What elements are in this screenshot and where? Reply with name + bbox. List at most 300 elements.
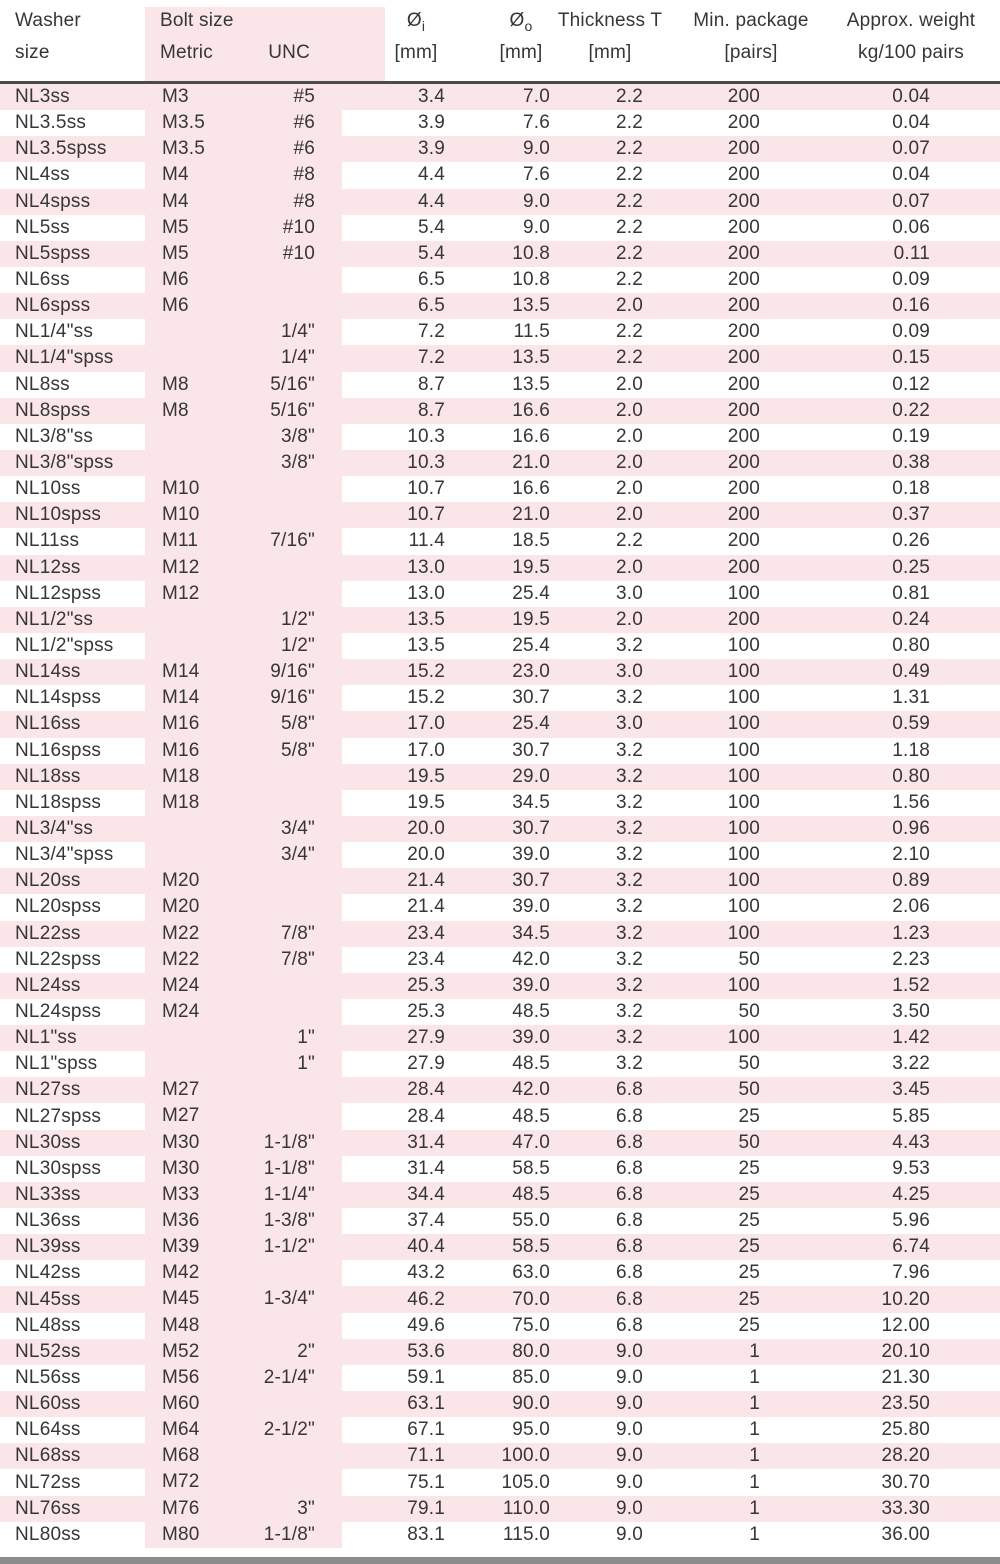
table-row bbox=[0, 711, 1000, 737]
cell-metric: M4 bbox=[145, 162, 250, 188]
cell-pairs: 100 bbox=[727, 870, 760, 892]
cell-unc bbox=[250, 764, 342, 790]
cell-do: 9.0 bbox=[522, 216, 550, 238]
cell-di: 27.9 bbox=[407, 1053, 445, 1075]
table-row bbox=[0, 1339, 1000, 1365]
cell-unc bbox=[250, 973, 342, 999]
cell-di: 37.4 bbox=[407, 1210, 445, 1232]
cell-metric: M33 bbox=[145, 1182, 250, 1208]
cell-weight: 0.11 bbox=[893, 242, 930, 264]
outer-diameter-unit: [mm] bbox=[499, 42, 543, 63]
cell-unc: 7/8" bbox=[250, 921, 342, 947]
cell-pairs: 25 bbox=[738, 1314, 760, 1336]
cell-weight: 1.23 bbox=[892, 922, 930, 944]
cell-t: 9.0 bbox=[615, 1497, 643, 1519]
cell-washer: NL48ss bbox=[15, 1314, 81, 1336]
cell-t: 3.0 bbox=[615, 661, 643, 683]
cell-do: 16.6 bbox=[512, 399, 550, 421]
cell-unc bbox=[250, 894, 342, 920]
cell-t: 6.8 bbox=[615, 1262, 643, 1284]
cell-weight: 0.09 bbox=[892, 269, 930, 291]
cell-t: 9.0 bbox=[615, 1340, 643, 1362]
cell-di: 40.4 bbox=[407, 1236, 445, 1258]
cell-washer: NL1/2"spss bbox=[15, 635, 114, 657]
cell-washer: NL60ss bbox=[15, 1393, 81, 1415]
header-approx-weight bbox=[836, 10, 986, 64]
cell-t: 3.2 bbox=[615, 922, 643, 944]
cell-unc: 5/16" bbox=[250, 398, 342, 424]
cell-unc: 3" bbox=[250, 1496, 342, 1522]
table-row bbox=[0, 372, 1000, 398]
cell-di: 10.7 bbox=[407, 504, 445, 526]
cell-weight: 0.59 bbox=[892, 713, 930, 735]
cell-do: 30.7 bbox=[512, 870, 550, 892]
cell-di: 10.7 bbox=[407, 478, 445, 500]
cell-metric: M6 bbox=[145, 267, 250, 293]
cell-di: 49.6 bbox=[407, 1314, 445, 1336]
cell-weight: 12.00 bbox=[881, 1314, 930, 1336]
table-row bbox=[0, 1234, 1000, 1260]
cell-pairs: 200 bbox=[727, 242, 760, 264]
cell-unc: #6 bbox=[250, 136, 342, 162]
cell-pairs: 1 bbox=[749, 1366, 760, 1388]
cell-pairs: 25 bbox=[738, 1183, 760, 1205]
cell-t: 2.2 bbox=[615, 86, 643, 108]
cell-di: 23.4 bbox=[407, 948, 445, 970]
cell-do: 19.5 bbox=[512, 556, 550, 578]
cell-washer: NL4ss bbox=[15, 164, 70, 186]
cell-pairs: 200 bbox=[727, 138, 760, 160]
cell-t: 3.0 bbox=[615, 582, 643, 604]
cell-do: 95.0 bbox=[512, 1419, 550, 1441]
cell-washer: NL5spss bbox=[15, 242, 91, 264]
cell-pairs: 50 bbox=[738, 948, 760, 970]
cell-unc: 2-1/2" bbox=[250, 1417, 342, 1443]
cell-pairs: 50 bbox=[738, 1079, 760, 1101]
cell-di: 83.1 bbox=[407, 1523, 445, 1545]
cell-pairs: 25 bbox=[738, 1157, 760, 1179]
cell-weight: 0.37 bbox=[892, 504, 930, 526]
cell-do: 48.5 bbox=[512, 1183, 550, 1205]
cell-weight: 2.10 bbox=[892, 844, 930, 866]
cell-di: 3.9 bbox=[417, 138, 445, 160]
cell-metric: M27 bbox=[145, 1103, 250, 1129]
cell-di: 8.7 bbox=[417, 399, 445, 421]
cell-weight: 3.22 bbox=[892, 1053, 930, 1075]
cell-pairs: 200 bbox=[727, 269, 760, 291]
cell-do: 16.6 bbox=[512, 425, 550, 447]
cell-do: 19.5 bbox=[512, 608, 550, 630]
cell-washer: NL22ss bbox=[15, 922, 81, 944]
cell-weight: 3.45 bbox=[892, 1079, 930, 1101]
cell-washer: NL16ss bbox=[15, 713, 81, 735]
cell-weight: 25.80 bbox=[881, 1419, 930, 1441]
cell-metric bbox=[145, 816, 250, 842]
cell-unc bbox=[250, 1260, 342, 1286]
cell-washer: NL10spss bbox=[15, 504, 102, 526]
cell-weight: 7.96 bbox=[892, 1262, 930, 1284]
table-row bbox=[0, 921, 1000, 947]
cell-weight: 28.20 bbox=[881, 1445, 930, 1467]
cell-t: 3.2 bbox=[615, 896, 643, 918]
cell-do: 13.5 bbox=[512, 347, 550, 369]
cell-pairs: 100 bbox=[727, 974, 760, 996]
cell-di: 71.1 bbox=[407, 1445, 445, 1467]
table-row bbox=[0, 136, 1000, 162]
cell-t: 6.8 bbox=[615, 1183, 643, 1205]
cell-unc bbox=[250, 476, 342, 502]
cell-unc: 1-1/8" bbox=[250, 1156, 342, 1182]
table-row bbox=[0, 868, 1000, 894]
cell-weight: 0.04 bbox=[892, 164, 930, 186]
cell-t: 2.2 bbox=[615, 321, 643, 343]
cell-metric bbox=[145, 842, 250, 868]
cell-metric: M12 bbox=[145, 555, 250, 581]
cell-weight: 1.52 bbox=[892, 974, 930, 996]
cell-washer: NL30spss bbox=[15, 1157, 102, 1179]
cell-metric: M20 bbox=[145, 894, 250, 920]
cell-washer: NL3.5ss bbox=[15, 112, 87, 134]
cell-washer: NL39ss bbox=[15, 1236, 81, 1258]
cell-pairs: 200 bbox=[727, 530, 760, 552]
cell-metric: M12 bbox=[145, 581, 250, 607]
cell-metric: M16 bbox=[145, 711, 250, 737]
cell-t: 2.0 bbox=[615, 478, 643, 500]
table-body bbox=[0, 84, 1000, 1548]
cell-di: 28.4 bbox=[407, 1079, 445, 1101]
cell-weight: 0.24 bbox=[892, 608, 930, 630]
cell-washer: NL22spss bbox=[15, 948, 102, 970]
cell-metric: M30 bbox=[145, 1156, 250, 1182]
cell-di: 7.2 bbox=[417, 321, 445, 343]
cell-unc: 1/2" bbox=[250, 633, 342, 659]
cell-weight: 0.07 bbox=[892, 138, 930, 160]
cell-unc: 3/4" bbox=[250, 816, 342, 842]
cell-metric: M60 bbox=[145, 1391, 250, 1417]
inner-diameter-unit: [mm] bbox=[394, 42, 438, 63]
cell-unc: 1-1/4" bbox=[250, 1182, 342, 1208]
cell-do: 34.5 bbox=[512, 922, 550, 944]
cell-weight: 10.20 bbox=[881, 1288, 930, 1310]
cell-unc bbox=[250, 1077, 342, 1103]
header-bolt-size-label: Bolt size bbox=[160, 10, 234, 31]
cell-t: 3.2 bbox=[615, 818, 643, 839]
cell-pairs: 200 bbox=[727, 321, 760, 343]
cell-di: 17.0 bbox=[407, 739, 445, 761]
cell-unc: 2-1/4" bbox=[250, 1365, 342, 1391]
cell-di: 3.4 bbox=[417, 86, 445, 108]
cell-washer: NL10ss bbox=[15, 478, 81, 500]
table-row bbox=[0, 1103, 1000, 1129]
table-row bbox=[0, 1051, 1000, 1077]
cell-t: 6.8 bbox=[615, 1210, 643, 1232]
cell-unc: 1/4" bbox=[250, 345, 342, 371]
cell-unc: #6 bbox=[250, 110, 342, 136]
table-row bbox=[0, 528, 1000, 554]
cell-metric: M3.5 bbox=[145, 136, 250, 162]
table-row bbox=[0, 1260, 1000, 1286]
table-row bbox=[0, 581, 1000, 607]
cell-weight: 1.31 bbox=[892, 687, 930, 709]
cell-do: 30.7 bbox=[512, 739, 550, 761]
cell-metric: M24 bbox=[145, 973, 250, 999]
cell-washer: NL68ss bbox=[15, 1445, 81, 1467]
table-row bbox=[0, 1443, 1000, 1469]
cell-washer: NL45ss bbox=[15, 1288, 81, 1310]
cell-pairs: 1 bbox=[749, 1497, 760, 1519]
cell-metric: M52 bbox=[145, 1339, 250, 1365]
cell-t: 9.0 bbox=[615, 1419, 643, 1441]
cell-unc bbox=[250, 1469, 342, 1495]
cell-washer: NL36ss bbox=[15, 1210, 81, 1232]
cell-weight: 0.09 bbox=[892, 321, 930, 343]
cell-metric: M8 bbox=[145, 372, 250, 398]
cell-unc bbox=[250, 999, 342, 1025]
cell-t: 2.2 bbox=[615, 112, 643, 134]
cell-di: 43.2 bbox=[407, 1262, 445, 1284]
cell-metric: M8 bbox=[145, 398, 250, 424]
cell-unc: 1-3/8" bbox=[250, 1208, 342, 1234]
cell-pairs: 100 bbox=[727, 922, 760, 944]
cell-unc bbox=[250, 293, 342, 319]
cell-unc: #5 bbox=[250, 84, 342, 110]
cell-washer: NL1"ss bbox=[15, 1027, 77, 1049]
cell-pairs: 25 bbox=[738, 1262, 760, 1284]
cell-weight: 0.49 bbox=[892, 661, 930, 683]
cell-di: 13.0 bbox=[407, 556, 445, 578]
cell-weight: 5.85 bbox=[892, 1105, 930, 1127]
cell-di: 21.4 bbox=[407, 896, 445, 918]
cell-weight: 0.26 bbox=[892, 530, 930, 552]
table-row bbox=[0, 293, 1000, 319]
inner-diameter-symbol: $Ø_i$ bbox=[406, 10, 426, 34]
thickness-unit: [mm] bbox=[588, 42, 632, 63]
cell-washer: NL42ss bbox=[15, 1262, 81, 1284]
cell-t: 3.2 bbox=[615, 974, 643, 996]
cell-washer: NL16spss bbox=[15, 739, 102, 761]
cell-pairs: 100 bbox=[727, 765, 760, 787]
cell-t: 3.2 bbox=[615, 1053, 643, 1075]
table-row bbox=[0, 1469, 1000, 1495]
cell-metric: M4 bbox=[145, 189, 250, 215]
cell-pairs: 200 bbox=[727, 608, 760, 630]
cell-metric bbox=[145, 1025, 250, 1051]
cell-do: 47.0 bbox=[512, 1131, 550, 1153]
cell-pairs: 100 bbox=[727, 739, 760, 761]
cell-weight: 9.53 bbox=[892, 1157, 930, 1179]
cell-t: 2.0 bbox=[615, 452, 643, 474]
cell-washer: NL5ss bbox=[15, 216, 70, 238]
cell-t: 2.2 bbox=[615, 242, 643, 264]
table-row bbox=[0, 110, 1000, 136]
cell-di: 23.4 bbox=[407, 922, 445, 944]
table-row bbox=[0, 189, 1000, 215]
cell-metric: M20 bbox=[145, 868, 250, 894]
cell-di: 13.0 bbox=[407, 582, 445, 604]
cell-washer: NL3.5spss bbox=[15, 138, 107, 160]
table-row bbox=[0, 633, 1000, 659]
cell-t: 2.2 bbox=[615, 164, 643, 186]
table-row bbox=[0, 555, 1000, 581]
cell-do: 23.0 bbox=[512, 661, 550, 683]
cell-do: 105.0 bbox=[501, 1471, 550, 1493]
cell-do: 30.7 bbox=[512, 818, 550, 839]
cell-unc bbox=[250, 868, 342, 894]
table-row bbox=[0, 1313, 1000, 1339]
cell-t: 6.8 bbox=[615, 1288, 643, 1310]
cell-weight: 0.81 bbox=[892, 582, 930, 604]
cell-pairs: 200 bbox=[727, 504, 760, 526]
cell-t: 2.2 bbox=[615, 347, 643, 369]
cell-do: 7.6 bbox=[522, 112, 550, 134]
cell-pairs: 200 bbox=[727, 425, 760, 447]
table-row bbox=[0, 842, 1000, 868]
cell-di: 15.2 bbox=[407, 687, 445, 709]
cell-washer: NL3/8"spss bbox=[15, 452, 114, 474]
approx-weight-unit: kg/100 pairs bbox=[858, 42, 964, 63]
cell-do: 39.0 bbox=[512, 1027, 550, 1049]
cell-metric bbox=[145, 450, 250, 476]
cell-do: 7.6 bbox=[522, 164, 550, 186]
cell-pairs: 100 bbox=[727, 1027, 760, 1049]
cell-di: 5.4 bbox=[417, 242, 445, 264]
cell-metric: M30 bbox=[145, 1130, 250, 1156]
cell-t: 2.0 bbox=[615, 556, 643, 578]
cell-washer: NL24spss bbox=[15, 1000, 102, 1022]
cell-washer: NL4spss bbox=[15, 190, 91, 212]
cell-do: 58.5 bbox=[512, 1157, 550, 1179]
cell-weight: 36.00 bbox=[881, 1523, 930, 1545]
table-row bbox=[0, 84, 1000, 110]
cell-do: 29.0 bbox=[512, 765, 550, 787]
cell-weight: 0.38 bbox=[892, 452, 930, 474]
cell-pairs: 200 bbox=[727, 347, 760, 369]
header-thickness bbox=[535, 10, 685, 64]
cell-pairs: 25 bbox=[738, 1288, 760, 1310]
cell-metric: M22 bbox=[145, 947, 250, 973]
cell-do: 48.5 bbox=[512, 1053, 550, 1075]
cell-t: 2.2 bbox=[615, 190, 643, 212]
cell-unc: 1-3/4" bbox=[250, 1286, 342, 1312]
cell-t: 2.2 bbox=[615, 216, 643, 238]
cell-pairs: 200 bbox=[727, 190, 760, 212]
cell-metric bbox=[145, 424, 250, 450]
cell-do: 80.0 bbox=[512, 1340, 550, 1362]
cell-washer: NL3ss bbox=[15, 86, 70, 108]
cell-di: 17.0 bbox=[407, 713, 445, 735]
cell-weight: 20.10 bbox=[881, 1340, 930, 1362]
cell-di: 7.2 bbox=[417, 347, 445, 369]
cell-weight: 0.07 bbox=[892, 190, 930, 212]
cell-washer: NL14spss bbox=[15, 687, 102, 709]
cell-di: 25.3 bbox=[407, 1000, 445, 1022]
cell-do: 90.0 bbox=[512, 1393, 550, 1415]
cell-pairs: 200 bbox=[727, 452, 760, 474]
cell-washer: NL64ss bbox=[15, 1419, 81, 1441]
cell-pairs: 200 bbox=[727, 112, 760, 134]
cell-di: 46.2 bbox=[407, 1288, 445, 1310]
cell-di: 13.5 bbox=[407, 635, 445, 657]
table-row bbox=[0, 738, 1000, 764]
cell-pairs: 25 bbox=[738, 1236, 760, 1258]
cell-unc bbox=[250, 267, 342, 293]
cell-t: 3.2 bbox=[615, 948, 643, 970]
cell-weight: 3.50 bbox=[892, 1000, 930, 1022]
cell-pairs: 1 bbox=[749, 1523, 760, 1545]
header-washer-size bbox=[15, 10, 81, 64]
cell-weight: 0.12 bbox=[892, 373, 930, 395]
cell-weight: 21.30 bbox=[881, 1366, 930, 1388]
cell-weight: 1.42 bbox=[892, 1027, 930, 1049]
cell-unc: 1/2" bbox=[250, 607, 342, 633]
cell-washer: NL3/4"ss bbox=[15, 818, 94, 839]
cell-do: 10.8 bbox=[512, 269, 550, 291]
table-row bbox=[0, 1025, 1000, 1051]
table-row bbox=[0, 241, 1000, 267]
cell-metric: M68 bbox=[145, 1443, 250, 1469]
table-row bbox=[0, 816, 1000, 842]
table-row bbox=[0, 267, 1000, 293]
table-row bbox=[0, 398, 1000, 424]
cell-unc bbox=[250, 555, 342, 581]
cell-unc: 1" bbox=[250, 1025, 342, 1051]
cell-unc bbox=[250, 581, 342, 607]
cell-washer: NL1/2"ss bbox=[15, 608, 94, 630]
table-row bbox=[0, 764, 1000, 790]
min-package-unit: [pairs] bbox=[724, 42, 778, 63]
cell-washer: NL76ss bbox=[15, 1497, 81, 1519]
cell-washer: NL1"spss bbox=[15, 1053, 98, 1075]
cell-t: 2.2 bbox=[615, 138, 643, 160]
cell-metric: M5 bbox=[145, 241, 250, 267]
cell-washer: NL1/4"ss bbox=[15, 321, 94, 343]
cell-t: 9.0 bbox=[615, 1471, 643, 1493]
cell-pairs: 1 bbox=[749, 1419, 760, 1441]
cell-washer: NL72ss bbox=[15, 1471, 81, 1493]
cell-metric: M10 bbox=[145, 476, 250, 502]
table-row bbox=[0, 1496, 1000, 1522]
table-row bbox=[0, 947, 1000, 973]
cell-unc: 1/4" bbox=[250, 319, 342, 345]
header-washer-line2: size bbox=[15, 42, 50, 63]
cell-t: 9.0 bbox=[615, 1366, 643, 1388]
cell-weight: 33.30 bbox=[881, 1497, 930, 1519]
cell-pairs: 100 bbox=[727, 844, 760, 866]
cell-t: 3.2 bbox=[615, 844, 643, 866]
cell-t: 3.2 bbox=[615, 1000, 643, 1022]
cell-di: 6.5 bbox=[417, 295, 445, 317]
cell-t: 2.2 bbox=[615, 530, 643, 552]
cell-pairs: 200 bbox=[727, 373, 760, 395]
cell-do: 25.4 bbox=[512, 635, 550, 657]
cell-washer: NL52ss bbox=[15, 1340, 81, 1362]
table-row bbox=[0, 685, 1000, 711]
cell-washer: NL33ss bbox=[15, 1183, 81, 1205]
cell-metric: M39 bbox=[145, 1234, 250, 1260]
cell-do: 18.5 bbox=[512, 530, 550, 552]
cell-washer: NL8ss bbox=[15, 373, 70, 395]
cell-di: 25.3 bbox=[407, 974, 445, 996]
cell-t: 6.8 bbox=[615, 1105, 643, 1127]
outer-diameter-symbol: $Ø_o$ bbox=[509, 10, 533, 34]
cell-t: 6.8 bbox=[615, 1131, 643, 1153]
cell-washer: NL14ss bbox=[15, 661, 81, 683]
cell-di: 79.1 bbox=[407, 1497, 445, 1519]
cell-pairs: 200 bbox=[727, 164, 760, 186]
cell-pairs: 50 bbox=[738, 1053, 760, 1075]
cell-t: 3.2 bbox=[615, 739, 643, 761]
cell-do: 34.5 bbox=[512, 791, 550, 813]
